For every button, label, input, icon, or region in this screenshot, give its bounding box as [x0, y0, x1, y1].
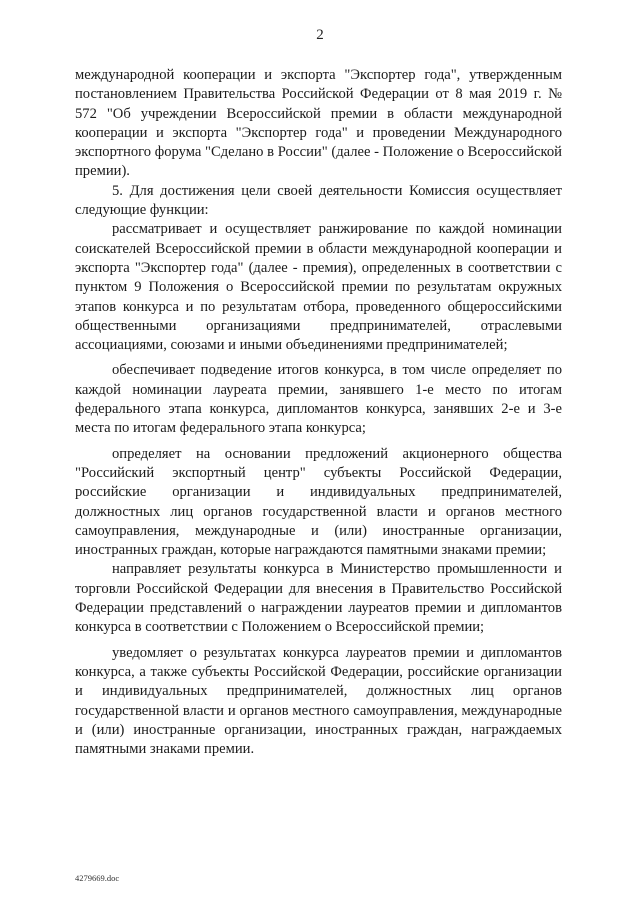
paragraph-function-notify: уведомляет о результатах конкурса лауреатов премии и дипломантов конкурса, а также субъекты Российской Федерации, российские организации и индивидуальных предпринимателей, должностных лиц органов государственной власти и органов местного самоуправления, международные и (или) иностранные организации, иностранных граждан, награждаемых памятными знаками премии. — [75, 644, 562, 758]
paragraph-function-results: обеспечивает подведение итогов конкурса, в том числе определяет по каждой номинации лауреата премии, занявшего 1-е место по итогам федерального этапа конкурса, дипломантов конкурса, занявших 2-е и 3-е места по итогам федерального этапа конкурса; — [75, 362, 562, 437]
paragraph-function-determine: определяет на основании предложений акционерного общества "Российский экспортный центр" субъекты Российской Федерации, российские организации и индивидуальных предпринимателей, должностных лиц органов государственной власти и органов местного самоуправления, международные и (или) иностранные организации, иностранных граждан, которые награждаются памятными знаками премии; — [75, 445, 562, 559]
paragraph-function-ranking: рассматривает и осуществляет ранжирование по каждой номинации соискателей Всероссийской премии в области международной кооперации и экспорта "Экспортер года" (далее - премия), определенных в соответствии с пунктом 9 Положения о Всероссийской премии по результатам окружных этапов конкурса и по результатам отбора, проведенного общероссийскими общественными организациями предпринимателей, отраслевыми ассоциациями, союзами и иными объединениями предпринимателей; — [75, 221, 562, 354]
paragraph-function-submit: направляет результаты конкурса в Министерство промышленности и торговли Российской Федерации для внесения в Правительство Российской Федерации представлений о награждении лауреатов премии и дипломантов конкурса в соответствии с Положением о Всероссийской премии; — [75, 561, 562, 636]
document-body — [75, 66, 562, 759]
paragraph-item-5: 5. Для достижения цели своей деятельности Комиссия осуществляет следующие функции: — [75, 182, 562, 219]
page-number: 2 — [316, 27, 324, 43]
paragraph-continuation: международной кооперации и экспорта "Экспортер года", утвержденным постановлением Правительства Российской Федерации от 8 мая 2019 г. № 572 "Об учреждении Всероссийской премии в области международной кооперации и экспорта "Экспортер года" и проведении Международного экспортного форума "Сделано в России" (далее - Положение о Всероссийской премии). — [75, 67, 562, 180]
footer-doc-code: 4279669.doc — [75, 873, 120, 883]
